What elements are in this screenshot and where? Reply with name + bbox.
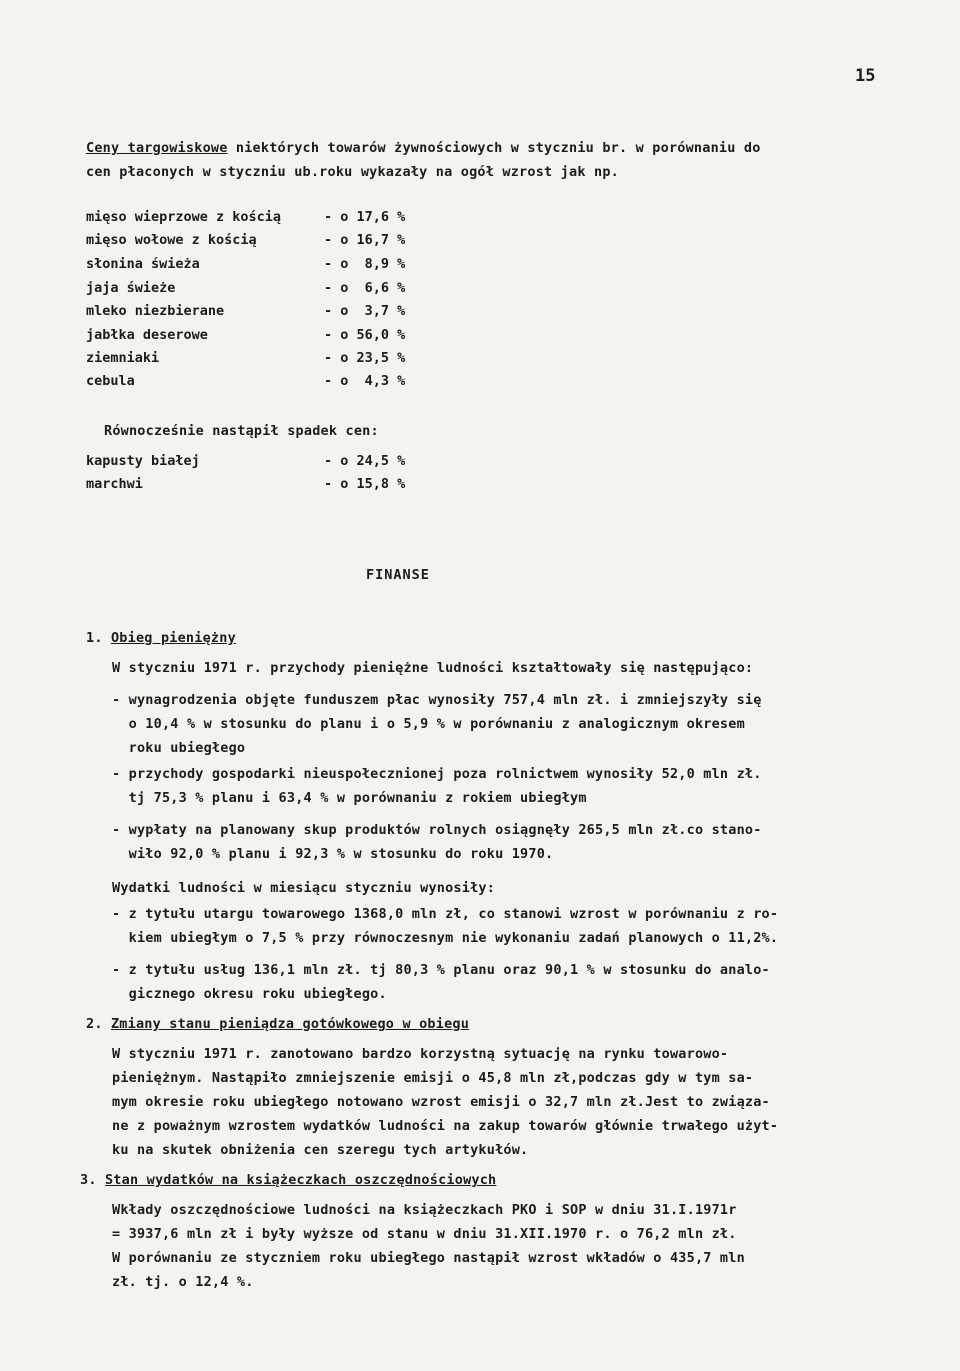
section-number: 2. bbox=[86, 1016, 103, 1032]
section-1-title bbox=[86, 630, 236, 646]
item-name: jabłka deserowe bbox=[86, 327, 208, 343]
item-name: mięso wołowe z kością bbox=[86, 232, 257, 248]
item-value: - o 17,6 % bbox=[324, 209, 406, 225]
paragraph-line: wiło 92,0 % planu i 92,3 % w stosunku do roku 1970. bbox=[112, 846, 554, 862]
paragraph-line: W styczniu 1971 r. zanotowano bardzo korzystną sytuację na rynku towarowo- bbox=[112, 1046, 729, 1062]
section-3-title bbox=[80, 1172, 496, 1188]
item-name: słonina świeża bbox=[86, 256, 200, 272]
paragraph-line: W porównaniu ze styczniem roku ubiegłego nastąpił wzrost wkładów o 435,7 mln bbox=[112, 1250, 745, 1266]
intro-line-2: cen płaconych w styczniu ub.roku wykazały na ogół wzrost jak np. bbox=[86, 164, 619, 180]
paragraph-line: gicznego okresu roku ubiegłego. bbox=[112, 986, 387, 1002]
section-number: 3. bbox=[80, 1172, 97, 1188]
item-name: jaja świeże bbox=[86, 280, 176, 296]
paragraph-line: - wynagrodzenia objęte funduszem płac wynosiły 757,4 mln zł. i zmniejszyły się bbox=[112, 692, 762, 708]
item-name: marchwi bbox=[86, 476, 143, 492]
item-value: - o 15,8 % bbox=[324, 476, 406, 492]
item-name: mleko niezbierane bbox=[86, 303, 225, 319]
intro-line-1 bbox=[86, 140, 761, 156]
section-1-intro: W styczniu 1971 r. przychody pieniężne ludności kształtowały się następująco: bbox=[112, 660, 754, 676]
expenses-intro: Wydatki ludności w miesiącu styczniu wynosiły: bbox=[112, 880, 496, 896]
paragraph-line: pieniężnym. Nastąpiło zmniejszenie emisji o 45,8 mln zł,podczas gdy w tym sa- bbox=[112, 1070, 754, 1086]
paragraph-line: - z tytułu usług 136,1 mln zł. tj 80,3 % planu oraz 90,1 % w stosunku do analo- bbox=[112, 962, 770, 978]
paragraph-line: o 10,4 % w stosunku do planu i o 5,9 % w porównaniu z analogicznym okresem bbox=[112, 716, 745, 732]
paragraph-line: zł. tj. o 12,4 %. bbox=[112, 1274, 254, 1290]
paragraph-line: Wkłady oszczędnościowe ludności na książeczkach PKO i SOP w dniu 31.I.1971r bbox=[112, 1202, 737, 1218]
item-value: - o 24,5 % bbox=[324, 453, 406, 469]
section-heading: FINANSE bbox=[366, 567, 430, 583]
item-value: - o 6,6 % bbox=[324, 280, 406, 296]
item-name: ziemniaki bbox=[86, 350, 160, 366]
section-title: Obieg pieniężny bbox=[110, 630, 236, 646]
page-number: 15 bbox=[855, 66, 876, 86]
paragraph-line: tj 75,3 % planu i 63,4 % w porównaniu z rokiem ubiegłym bbox=[112, 790, 587, 806]
section-title: Zmiany stanu pieniądza gotówkowego w obiegu bbox=[110, 1016, 470, 1032]
paragraph-line: kiem ubiegłym o 7,5 % przy równoczesnym nie wykonaniu zadań planowych o 11,2%. bbox=[112, 930, 779, 946]
paragraph-line: - wypłaty na planowany skup produktów rolnych osiągnęły 265,5 mln zł.co stano- bbox=[112, 822, 762, 838]
paragraph-line: ku na skutek obniżenia cen szeregu tych artykułów. bbox=[112, 1142, 529, 1158]
paragraph-line: ne z poważnym wzrostem wydatków ludności na zakup towarów głównie trwałego użyt- bbox=[112, 1118, 779, 1134]
paragraph-line: mym okresie roku ubiegłego notowano wzrost emisji o 32,7 mln zł.Jest to związa- bbox=[112, 1094, 770, 1110]
item-name: kapusty białej bbox=[86, 453, 200, 469]
item-value: - o 8,9 % bbox=[324, 256, 406, 272]
paragraph-line: - przychody gospodarki nieuspołecznionej poza rolnictwem wynosiły 52,0 mln zł. bbox=[112, 766, 762, 782]
paragraph-line: = 3937,6 mln zł i były wyższe od stanu w dniu 31.XII.1970 r. o 76,2 mln zł. bbox=[112, 1226, 737, 1242]
item-value: - o 16,7 % bbox=[324, 232, 406, 248]
section-2-title bbox=[86, 1016, 469, 1032]
intro-line-1-rest: niektórych towarów żywnościowych w styczniu br. w porównaniu do bbox=[227, 140, 761, 156]
item-value: - o 56,0 % bbox=[324, 327, 406, 343]
item-value: - o 3,7 % bbox=[324, 303, 406, 319]
item-value: - o 23,5 % bbox=[324, 350, 406, 366]
intro-lead-underlined: Ceny targowiskowe bbox=[86, 140, 228, 156]
paragraph-line: roku ubiegłego bbox=[112, 740, 246, 756]
item-value: - o 4,3 % bbox=[324, 373, 406, 389]
section-number: 1. bbox=[86, 630, 103, 646]
decrease-intro: Równocześnie nastąpił spadek cen: bbox=[104, 423, 379, 439]
item-name: cebula bbox=[86, 373, 135, 389]
paragraph-line: - z tytułu utargu towarowego 1368,0 mln zł, co stanowi wzrost w porównaniu z ro- bbox=[112, 906, 779, 922]
item-name: mięso wieprzowe z kością bbox=[86, 209, 282, 225]
section-title: Stan wydatków na książeczkach oszczędnościowych bbox=[104, 1172, 497, 1188]
